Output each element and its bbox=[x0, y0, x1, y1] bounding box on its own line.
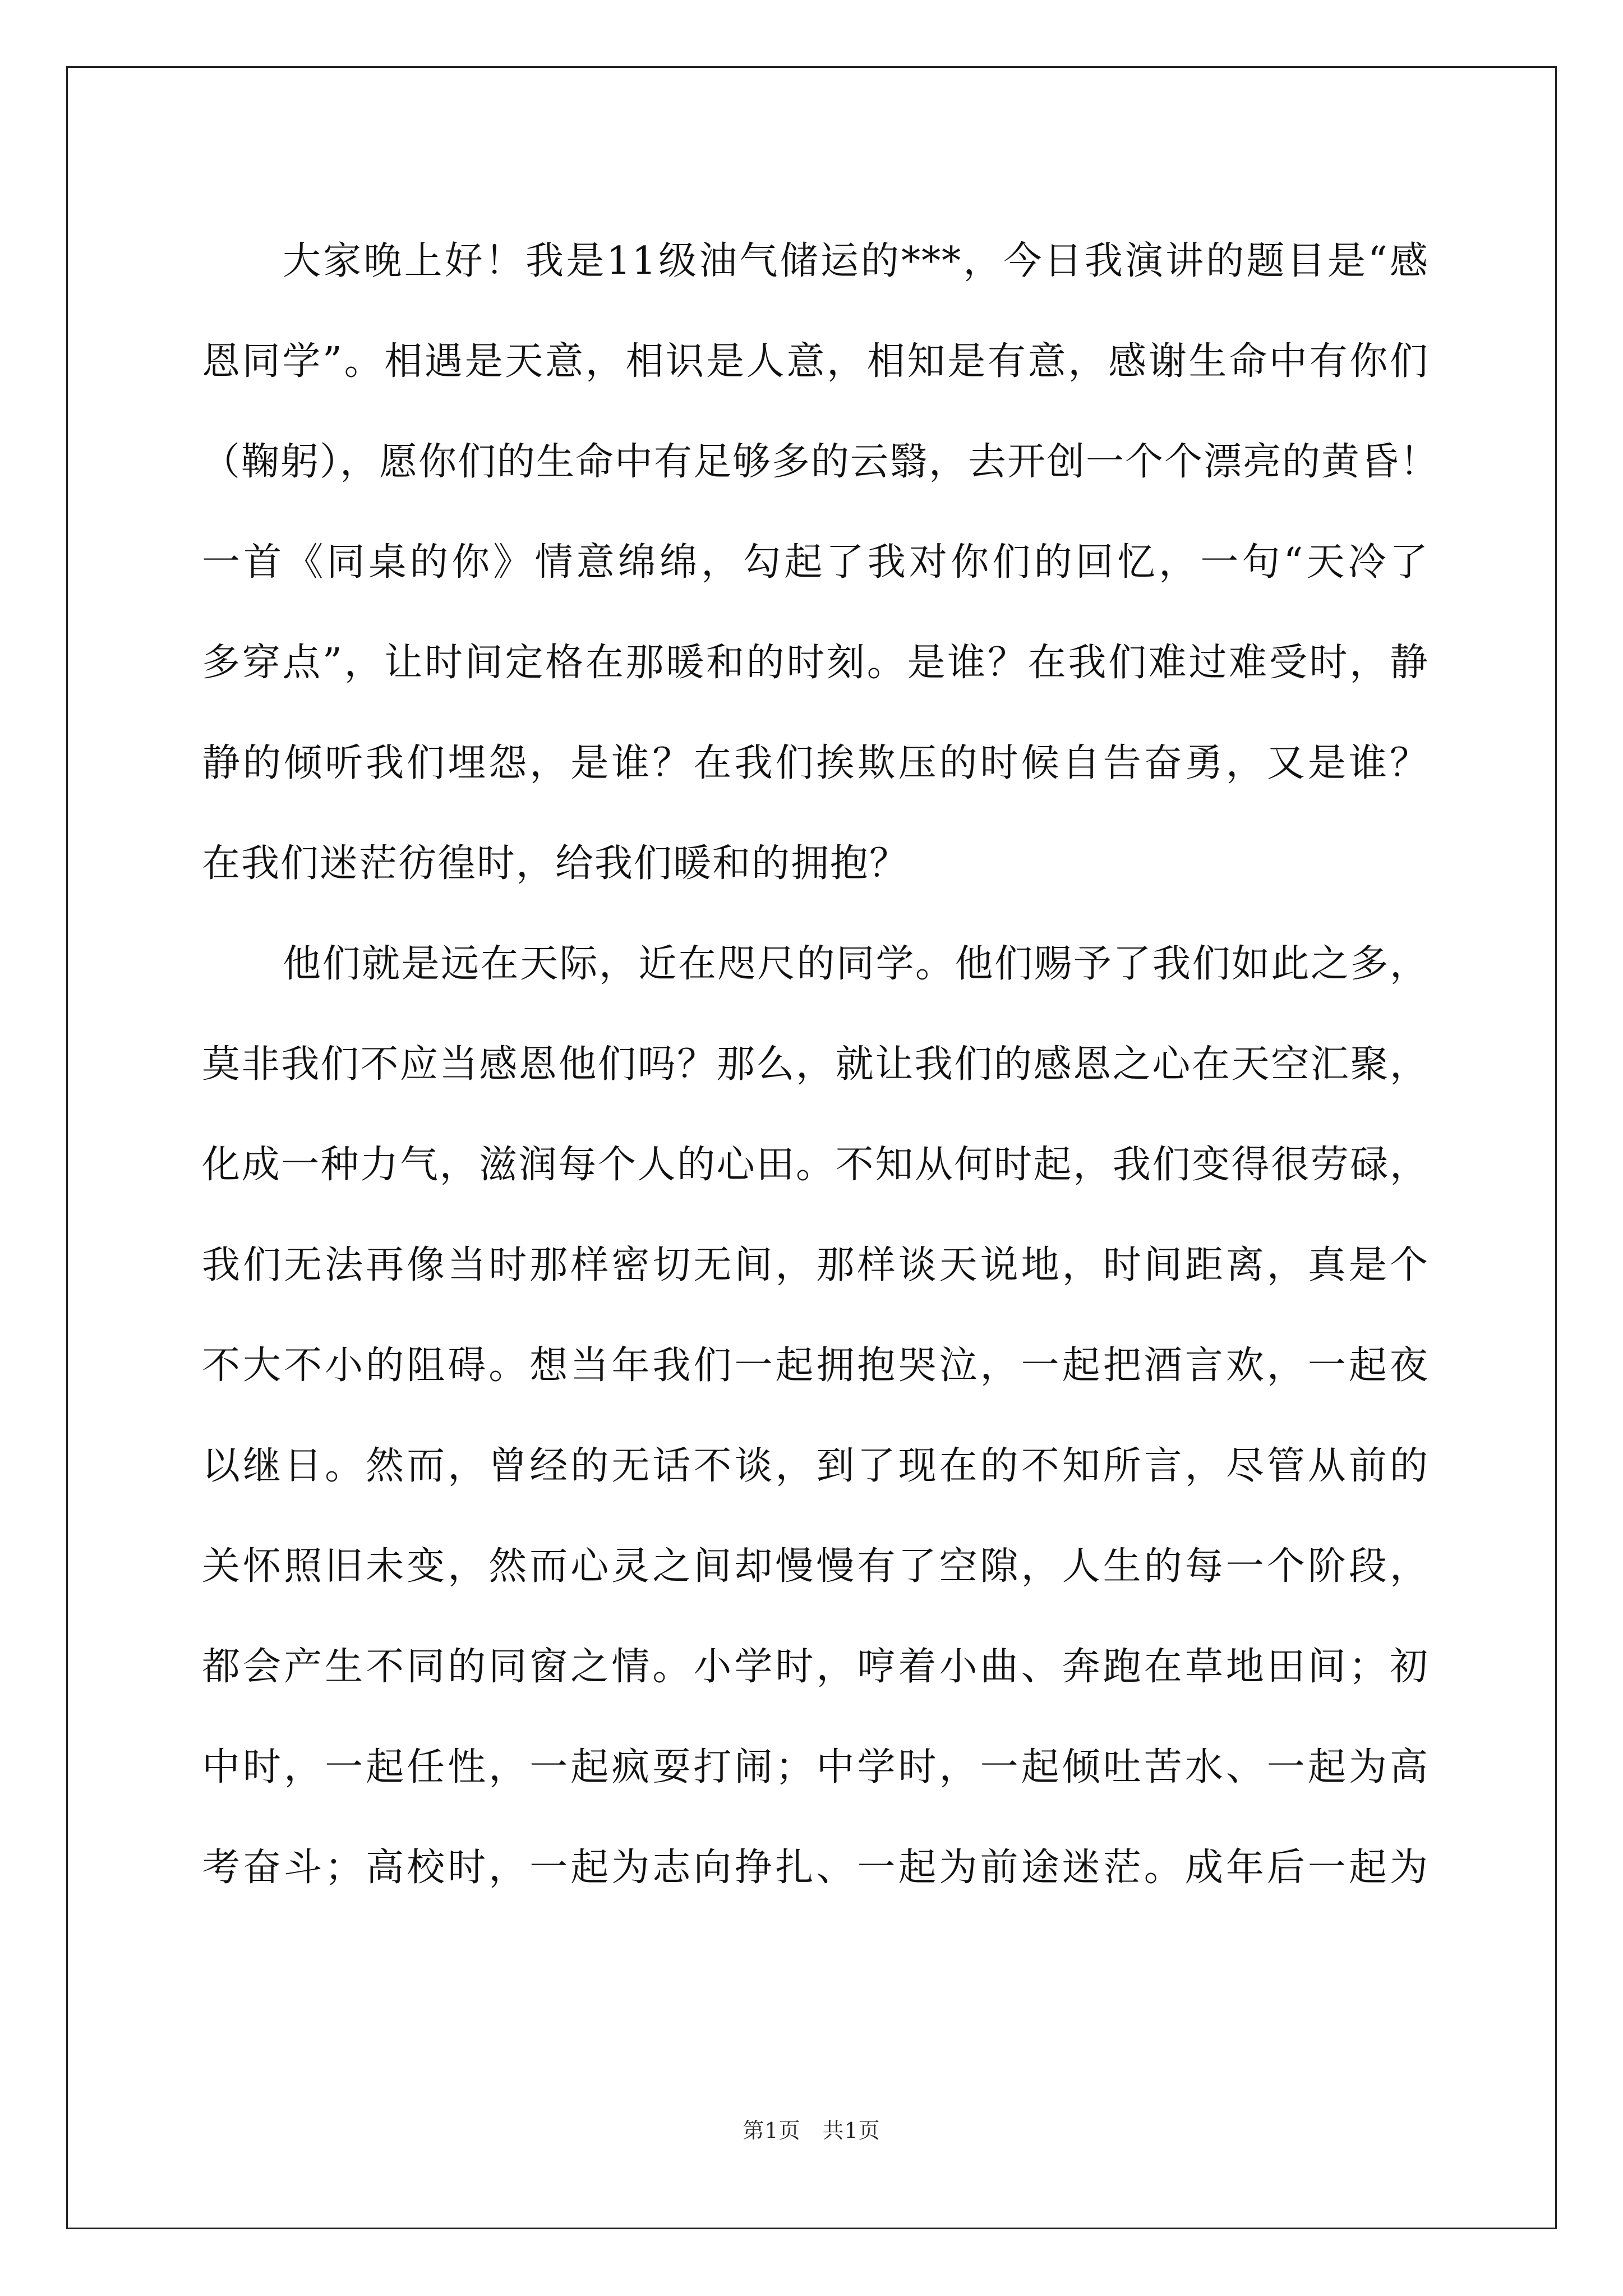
paragraph-line: 莫非我们不应当感恩他们吗？那么，就让我们的感恩之心在天空汇聚， bbox=[202, 1042, 1429, 1087]
page-number-footer: 第1页 共1页 bbox=[743, 2118, 880, 2143]
paragraph-line: 一首《同桌的你》情意绵绵，勾起了我对你们的回忆，一句“天冷了 bbox=[202, 540, 1429, 585]
paragraph-line: 我们无法再像当时那样密切无间，那样谈天说地，时间距离，真是个 bbox=[202, 1243, 1429, 1287]
paragraph-line: 以继日。然而，曾经的无话不谈，到了现在的不知所言，尽管从前的 bbox=[202, 1444, 1429, 1488]
paragraph-line: 他们就是远在天际，近在咫尺的同学。他们赐予了我们如此之多， bbox=[283, 942, 1429, 986]
paragraph-line: 中时，一起任性，一起疯耍打闹；中学时，一起倾吐苦水、一起为高 bbox=[202, 1745, 1429, 1789]
paragraph-line: 考奋斗；高校时，一起为志向挣扎、一起为前途迷茫。成年后一起为 bbox=[202, 1846, 1429, 1890]
paragraph-line: 大家晚上好！我是11级油气储运的***，今日我演讲的题目是“感 bbox=[283, 239, 1429, 283]
paragraph-line: 静的倾听我们埋怨，是谁？在我们挨欺压的时候自告奋勇，又是谁？ bbox=[202, 741, 1429, 785]
paragraph-line: 在我们迷茫彷徨时，给我们暖和的拥抱？ bbox=[202, 841, 909, 886]
paragraph-line: （鞠躬），愿你们的生命中有足够多的云翳，去开创一个个漂亮的黄昏！ bbox=[202, 440, 1440, 484]
paragraph-line: 都会产生不同的同窗之情。小学时，哼着小曲、奔跑在草地田间；初 bbox=[202, 1645, 1429, 1689]
paragraph-line: 化成一种力气，滋润每个人的心田。不知从何时起，我们变得很劳碌， bbox=[202, 1143, 1429, 1187]
paragraph-line: 关怀照旧未变，然而心灵之间却慢慢有了空隙，人生的每一个阶段， bbox=[202, 1544, 1429, 1589]
paragraph-line: 恩同学”。相遇是天意，相识是人意，相知是有意，感谢生命中有你们 bbox=[202, 339, 1429, 384]
paragraph-line: 不大不小的阻碍。想当年我们一起拥抱哭泣，一起把酒言欢，一起夜 bbox=[202, 1343, 1429, 1388]
paragraph-line: 多穿点”，让时间定格在那暖和的时刻。是谁？在我们难过难受时，静 bbox=[202, 641, 1429, 685]
document-body bbox=[202, 211, 1440, 1918]
